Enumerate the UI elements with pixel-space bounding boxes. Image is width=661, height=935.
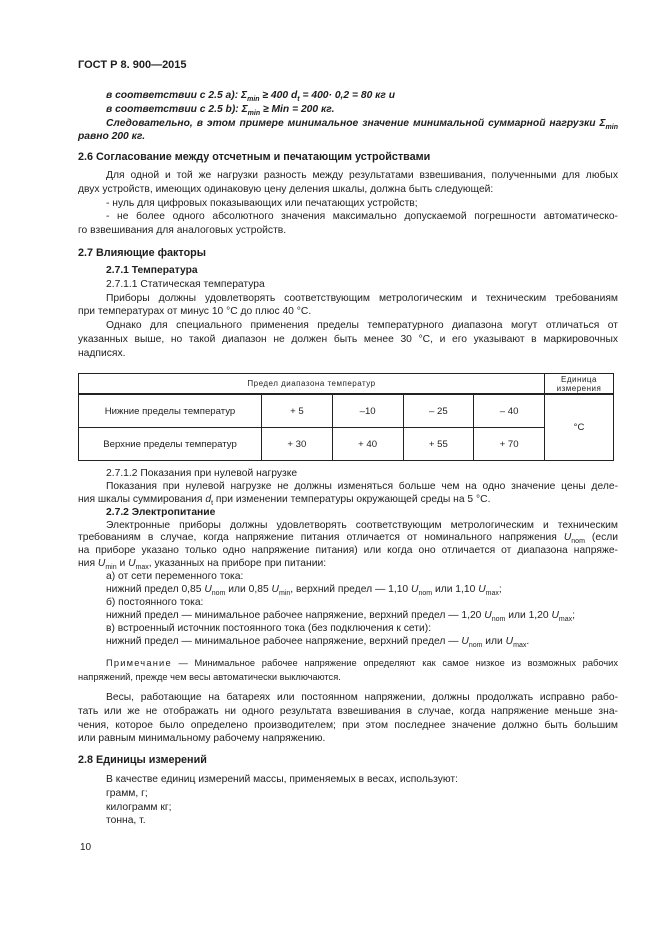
text-line — [78, 264, 618, 278]
section-2-6-title: 2.6 Согласование между отсчетным и печатающим устройствами — [78, 151, 431, 163]
text: нижний предел — минимальное рабочее напряжение, верхний предел — — [106, 635, 462, 647]
text: (если — [584, 532, 618, 544]
text: — Минимальное рабочее напряжение определяют как самое низкое из возможных рабочих — [171, 658, 618, 668]
text-line — [78, 732, 618, 746]
subscript: min — [605, 123, 618, 131]
text-line — [78, 787, 618, 801]
text: и — [116, 558, 129, 570]
text: Электронные приборы должны удовлетворять соответствующим метрологическим и техническим — [106, 519, 618, 531]
text: Показания при нулевой нагрузке не должны изменяться больше чем на одно значение цены деле- — [106, 480, 618, 492]
text-line — [78, 520, 618, 533]
table-row — [79, 428, 614, 461]
subscript: max — [558, 615, 573, 623]
text: - не более одного абсолютного значения максимально допускаемой погрешности автоматическо- — [106, 211, 618, 223]
text: 2.7.1.2 Показания при нулевой нагрузке — [106, 468, 298, 479]
subscript: max — [485, 590, 499, 598]
row-label: Верхние пределы температур — [79, 428, 262, 461]
text-line — [78, 319, 618, 333]
text: Однако для специального применения пределы температурного диапазона могут отличаться от — [106, 320, 618, 332]
text: ≥ Min = 200 кг. — [260, 103, 335, 115]
text-line — [78, 89, 618, 103]
symbol: U — [551, 609, 559, 621]
subscript: min — [278, 590, 291, 598]
text-line — [78, 636, 618, 649]
text: 2.7.1 Температура — [106, 265, 198, 276]
text-line — [78, 183, 618, 197]
text: при температурах от минус 10 °С до плюс 40 °С. — [78, 306, 312, 318]
text-line — [78, 117, 618, 131]
text: Для одной и той же нагрузки разность между результатами взвешивания, полученными для любых — [106, 170, 618, 181]
document-code-header: ГОСТ Р 8. 900—2015 — [78, 59, 187, 71]
text: надписях. — [78, 347, 126, 359]
cell: – 25 — [403, 394, 474, 428]
table-row — [79, 394, 614, 428]
section-2-7-continued — [78, 468, 618, 648]
cell: + 55 — [403, 428, 474, 461]
text: или 1,20 — [505, 609, 552, 621]
text: , указанных на приборе при питании: — [148, 558, 327, 570]
page-number: 10 — [80, 842, 92, 853]
text: требованиям в случае, когда напряжение питания отличается от номинального напряжения — [78, 532, 564, 544]
text: ния — [78, 558, 98, 570]
text: нижний предел — минимальное рабочее напряжение, верхний предел — 1,20 — [106, 609, 485, 621]
text: . — [526, 635, 530, 647]
example-conclusion — [78, 89, 618, 144]
text: на приборе указано только одно напряжение питания) или когда оно отличается от диапазона напряже- — [78, 545, 618, 557]
text-line — [78, 657, 618, 671]
text: б) постоянного тока: — [106, 596, 204, 608]
table-header-range: Предел диапазона температур — [79, 374, 545, 395]
text: грамм, г; — [106, 787, 148, 799]
text: килограмм кг; — [106, 801, 172, 813]
text-line — [78, 130, 618, 144]
subscript: min — [247, 109, 261, 117]
symbol: U — [97, 558, 106, 570]
text: Весы, работающие на батареях или постоянном напряжении, должны продолжать исправно рабо- — [106, 692, 618, 703]
text: Приборы должны удовлетворять соответствующим метрологическим и техническим требованиям — [106, 292, 618, 304]
text: тать или же не отображать ни одного результата взвешивания в случае, когда напряжение меньше зна- — [78, 705, 618, 717]
symbol: U — [271, 584, 279, 596]
text-line — [78, 801, 618, 815]
cell: + 70 — [474, 428, 545, 461]
text-line — [78, 481, 618, 494]
text-line — [78, 224, 618, 238]
text: = 400· 0,2 = 80 кг и — [299, 90, 396, 101]
text-line — [78, 305, 618, 319]
text-line — [78, 623, 618, 636]
text: ния шкалы суммирования — [78, 493, 206, 505]
text: ; — [498, 584, 502, 596]
text-line — [78, 814, 618, 828]
subscript: max — [135, 564, 149, 572]
subscript: nom — [418, 590, 433, 598]
subscript: t — [297, 96, 300, 103]
text: указанных выше, но такой диапазон не должен быть менее 30 °С, и его указывают в маркировочных — [78, 333, 618, 345]
temperature-limits-table — [78, 373, 614, 461]
battery-paragraph — [78, 691, 618, 746]
text-line — [78, 169, 618, 183]
symbol: U — [128, 558, 136, 570]
cell: –10 — [332, 394, 403, 428]
text-line — [78, 333, 618, 347]
text: в соответствии с 2.5 а): Σ — [106, 90, 248, 101]
text-line — [78, 210, 618, 224]
text: тонна, т. — [106, 815, 146, 827]
cell: – 40 — [474, 394, 545, 428]
text-line — [78, 558, 618, 571]
text: напряжений, прежде чем весы автоматически выключаются. — [78, 671, 341, 682]
text-line — [78, 532, 618, 545]
text: 2.7.2 Электропитание — [106, 506, 216, 518]
subscript: max — [513, 641, 527, 649]
text-line — [78, 671, 618, 685]
text-line — [78, 292, 618, 306]
symbol: U — [563, 532, 572, 544]
cell: + 40 — [332, 428, 403, 461]
text-line — [78, 705, 618, 719]
text: или — [482, 635, 506, 647]
symbol: U — [505, 635, 514, 647]
table-header-unit: Единица измерения — [545, 374, 614, 395]
text-line — [78, 597, 618, 610]
text-line — [78, 584, 618, 597]
text: двух устройств, имеющих одинаковую цену деления шкалы, должна быть следующей: — [78, 183, 494, 195]
subscript: nom — [571, 538, 585, 546]
text: ≥ 400 d — [259, 90, 298, 101]
text-line — [78, 719, 618, 733]
text: ; — [572, 609, 576, 621]
text: В качестве единиц измерений массы, применяемых в весах, используют: — [106, 774, 458, 785]
text-line — [78, 197, 618, 211]
text: - нуль для цифровых показывающих или печатающих устройств; — [106, 197, 418, 209]
text: или 0,85 — [225, 584, 272, 596]
text-line — [78, 773, 618, 787]
text: или равным минимальному рабочему напряжению. — [78, 733, 326, 745]
text: равно 200 кг. — [78, 131, 146, 143]
text-line — [78, 347, 618, 361]
text: в соответствии с 2.5 b): Σ — [106, 103, 248, 115]
text: или 1,10 — [432, 584, 479, 596]
cell: + 5 — [262, 394, 333, 428]
subscript: min — [247, 96, 260, 103]
section-2-8-text — [78, 773, 618, 828]
text: в) встроенный источник постоянного тока (без подключения к сети): — [106, 622, 432, 634]
note — [78, 657, 618, 685]
subscript: nom — [491, 615, 506, 623]
cell: + 30 — [262, 428, 333, 461]
subscript: t — [211, 499, 214, 507]
text-line — [78, 545, 618, 558]
note-label: Примечание — [106, 658, 172, 668]
text: нижний предел 0,85 — [106, 584, 205, 596]
row-label: Нижние пределы температур — [79, 394, 262, 428]
text: при изменении температуры окружающей среды на 5 °С. — [213, 493, 491, 505]
section-2-7-1-text — [78, 264, 618, 361]
text: , верхний предел — 1,10 — [290, 584, 412, 596]
symbol: d — [205, 493, 212, 505]
section-2-7-title: 2.7 Влияющие факторы — [78, 247, 206, 259]
text: 2.7.1.1 Статическая температура — [106, 278, 265, 290]
text-line — [78, 507, 618, 520]
text: а) от сети переменного тока: — [106, 571, 244, 583]
symbol: U — [461, 635, 469, 647]
subscript: min — [105, 564, 117, 572]
text-line — [78, 610, 618, 623]
text: го взвешивания для аналоговых устройств. — [78, 225, 287, 237]
subscript: nom — [211, 590, 226, 598]
symbol: U — [484, 609, 492, 621]
text-line — [78, 571, 618, 584]
symbol: U — [478, 584, 486, 596]
symbol: U — [411, 584, 419, 596]
section-2-6-text — [78, 169, 618, 238]
section-2-8-title: 2.8 Единицы измерений — [78, 754, 207, 766]
text: Следовательно, в этом примере минимальное значение минимальной суммарной нагрузки Σ — [106, 117, 606, 129]
text-line — [78, 691, 618, 705]
subscript: nom — [468, 641, 483, 649]
unit-cell: °С — [545, 394, 614, 461]
symbol: U — [204, 584, 212, 596]
text-line — [78, 103, 618, 117]
text: чения, которое было определено производителем; при этом последнее значение должно быть большим — [78, 719, 618, 731]
text-line — [78, 278, 618, 292]
text-line — [78, 468, 618, 481]
text-line — [78, 494, 618, 507]
